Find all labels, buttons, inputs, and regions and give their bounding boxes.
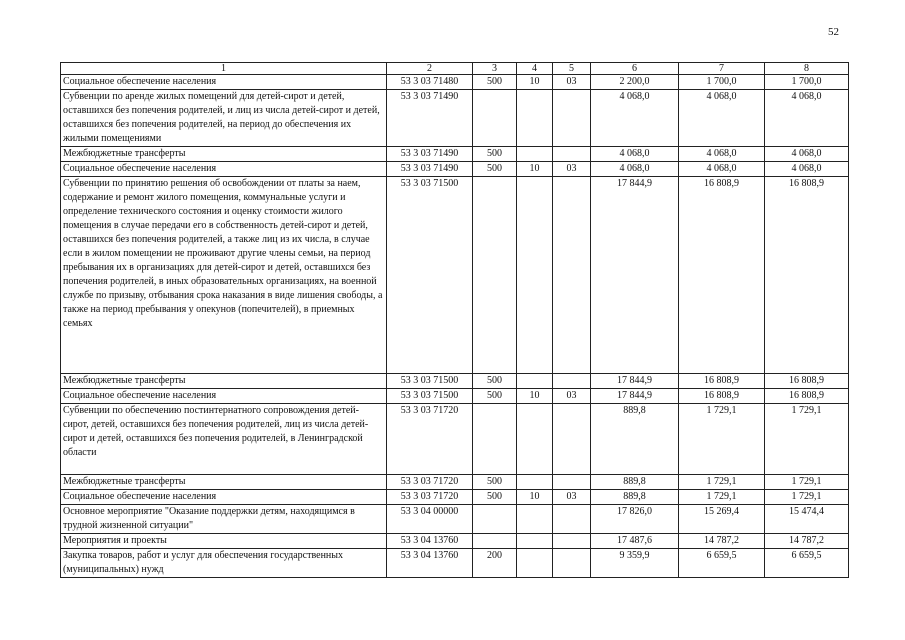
row-name: Межбюджетные трансферты [61,374,387,389]
row-expense-type [473,177,517,374]
row-section [517,404,553,475]
row-section [517,549,553,578]
row-name: Субвенции по принятию решения об освобождении от платы за наем, содержание и ремонт жилого помещения, коммунальные услуги и определение технического состояния и оценку стоимости жилого помещения в случае передачи его в собственность детей-сирот и детей, оставшихся без попечения родителей, а также лиц из их числа, в случае если в жилом помещении не проживают другие члены семьи, на период пребывания их в организациях для детей-сирот и детей, оставшихся без попечения родителей, в иных образовательных организациях, на военной службе по призыву, отбывания срока наказания в виде лишения свободы, а также на период пребывания у опекунов (попечителей), в приемных семьях [61,177,387,374]
row-value-3: 1 700,0 [765,75,849,90]
row-value-2: 1 729,1 [679,490,765,505]
row-subsection: 03 [553,389,591,404]
row-value-3: 1 729,1 [765,490,849,505]
row-value-3: 4 068,0 [765,147,849,162]
row-value-1: 889,8 [591,475,679,490]
row-section [517,475,553,490]
row-expense-type [473,534,517,549]
row-value-1: 889,8 [591,404,679,475]
table-row [61,389,849,404]
row-section [517,505,553,534]
row-code: 53 3 03 71490 [387,147,473,162]
row-section [517,177,553,374]
header-cell: 4 [517,63,553,75]
row-code: 53 3 04 13760 [387,549,473,578]
row-section [517,147,553,162]
row-value-3: 15 474,4 [765,505,849,534]
row-value-2: 15 269,4 [679,505,765,534]
header-cell: 5 [553,63,591,75]
row-value-2: 4 068,0 [679,147,765,162]
table-row [61,177,849,374]
row-subsection [553,534,591,549]
row-value-1: 9 359,9 [591,549,679,578]
row-name: Межбюджетные трансферты [61,475,387,490]
row-value-1: 17 826,0 [591,505,679,534]
row-expense-type: 500 [473,374,517,389]
row-value-2: 4 068,0 [679,162,765,177]
row-value-3: 4 068,0 [765,90,849,147]
table-row [61,162,849,177]
row-name: Закупка товаров, работ и услуг для обеспечения государственных (муниципальных) нужд [61,549,387,578]
row-value-1: 4 068,0 [591,162,679,177]
page-number: 52 [828,26,839,38]
row-code: 53 3 04 13760 [387,534,473,549]
table-row [61,475,849,490]
table-row [61,374,849,389]
row-subsection [553,147,591,162]
row-value-1: 889,8 [591,490,679,505]
row-expense-type: 500 [473,389,517,404]
row-code: 53 3 03 71720 [387,475,473,490]
row-expense-type: 500 [473,475,517,490]
row-section [517,374,553,389]
row-name: Социальное обеспечение населения [61,162,387,177]
row-value-3: 1 729,1 [765,475,849,490]
row-expense-type: 500 [473,162,517,177]
row-subsection: 03 [553,162,591,177]
row-section: 10 [517,75,553,90]
row-code: 53 3 03 71490 [387,90,473,147]
row-value-2: 14 787,2 [679,534,765,549]
row-expense-type: 200 [473,549,517,578]
row-code: 53 3 03 71720 [387,490,473,505]
row-value-2: 1 729,1 [679,475,765,490]
row-code: 53 3 03 71480 [387,75,473,90]
row-value-3: 4 068,0 [765,162,849,177]
row-name: Основное мероприятие "Оказание поддержки детям, находящимся в трудной жизненной ситуации" [61,505,387,534]
header-cell: 1 [61,63,387,75]
row-value-1: 17 844,9 [591,177,679,374]
row-value-3: 6 659,5 [765,549,849,578]
table-row [61,490,849,505]
header-cell: 2 [387,63,473,75]
row-subsection [553,404,591,475]
table-row [61,75,849,90]
table-row [61,505,849,534]
table-row [61,147,849,162]
header-cell: 7 [679,63,765,75]
row-name: Субвенции по обеспечению постинтернатного сопровождения детей-сирот, детей, оставшихся без попечения родителей, лиц из числа детей-сирот и детей, оставшихся без попечения родителей, в Ленинградской области [61,404,387,475]
row-subsection [553,374,591,389]
row-value-3: 14 787,2 [765,534,849,549]
row-value-2: 6 659,5 [679,549,765,578]
table-row [61,549,849,578]
header-row [61,63,849,75]
row-expense-type: 500 [473,490,517,505]
row-subsection [553,549,591,578]
row-expense-type: 500 [473,147,517,162]
row-value-2: 1 729,1 [679,404,765,475]
row-value-2: 1 700,0 [679,75,765,90]
row-code: 53 3 03 71500 [387,374,473,389]
row-subsection: 03 [553,75,591,90]
row-code: 53 3 04 00000 [387,505,473,534]
budget-table [60,62,849,578]
row-name: Социальное обеспечение населения [61,490,387,505]
row-value-3: 1 729,1 [765,404,849,475]
row-section: 10 [517,490,553,505]
table-row [61,404,849,475]
row-value-1: 4 068,0 [591,90,679,147]
row-value-1: 4 068,0 [591,147,679,162]
row-value-3: 16 808,9 [765,374,849,389]
row-section [517,534,553,549]
row-value-3: 16 808,9 [765,177,849,374]
row-name: Межбюджетные трансферты [61,147,387,162]
row-code: 53 3 03 71490 [387,162,473,177]
row-section: 10 [517,162,553,177]
header-cell: 6 [591,63,679,75]
row-name: Социальное обеспечение населения [61,75,387,90]
row-code: 53 3 03 71720 [387,404,473,475]
row-value-1: 2 200,0 [591,75,679,90]
row-value-2: 4 068,0 [679,90,765,147]
row-subsection [553,90,591,147]
header-cell: 3 [473,63,517,75]
row-expense-type: 500 [473,75,517,90]
row-value-1: 17 844,9 [591,374,679,389]
row-name: Социальное обеспечение населения [61,389,387,404]
row-expense-type [473,404,517,475]
table-row [61,90,849,147]
row-code: 53 3 03 71500 [387,177,473,374]
header-cell: 8 [765,63,849,75]
row-subsection [553,177,591,374]
row-section: 10 [517,389,553,404]
row-subsection [553,475,591,490]
row-value-1: 17 487,6 [591,534,679,549]
table-row [61,534,849,549]
row-name: Субвенции по аренде жилых помещений для детей-сирот и детей, оставшихся без попечения родителей, и лиц из числа детей-сирот и детей, оставшихся без попечения родителей, на период до обеспечения их жилыми помещениями [61,90,387,147]
row-subsection [553,505,591,534]
row-value-2: 16 808,9 [679,177,765,374]
row-value-2: 16 808,9 [679,374,765,389]
row-subsection: 03 [553,490,591,505]
row-code: 53 3 03 71500 [387,389,473,404]
row-value-1: 17 844,9 [591,389,679,404]
row-value-3: 16 808,9 [765,389,849,404]
row-expense-type [473,505,517,534]
row-name: Мероприятия и проекты [61,534,387,549]
row-expense-type [473,90,517,147]
row-value-2: 16 808,9 [679,389,765,404]
row-section [517,90,553,147]
